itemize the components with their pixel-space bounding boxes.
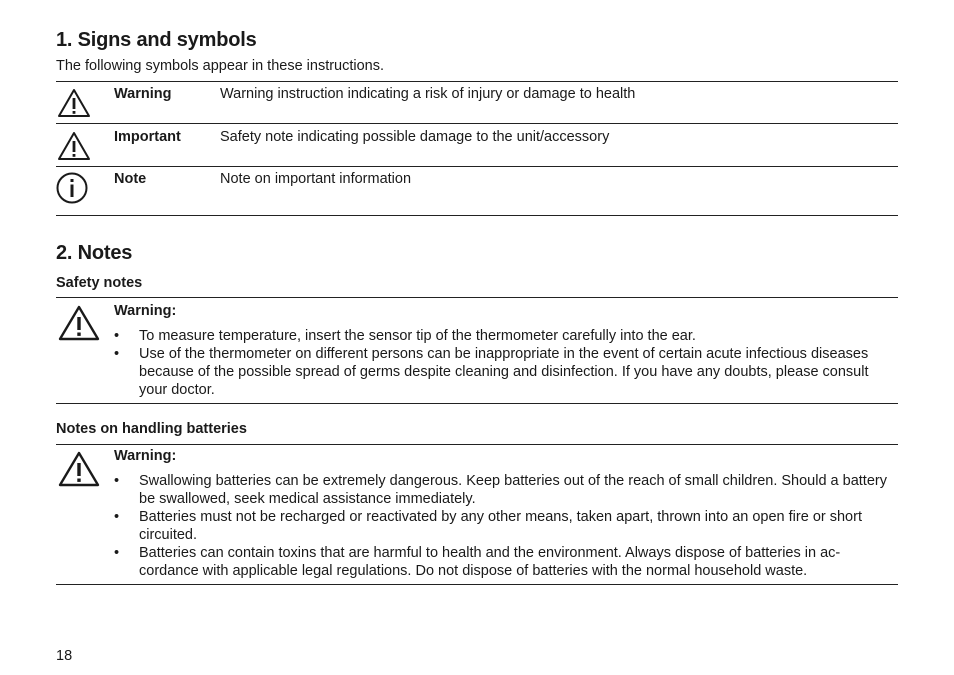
- list-item: • Batteries can contain toxins that are harmful to health and the environment. Always dispose of batteries in ac-cordance with applicable legal regulations. Do not dispose of batteries with the normal household waste.: [114, 545, 841, 579]
- divider: [56, 123, 898, 124]
- warning-triangle-icon: [57, 88, 91, 118]
- divider: [56, 444, 898, 445]
- warning-triangle-icon: [58, 305, 100, 341]
- symbol-desc-warning: Warning instruction indicating a risk of injury or damage to health: [220, 86, 636, 102]
- divider: [56, 81, 898, 82]
- warning-triangle-icon: [57, 131, 91, 161]
- list-item: • Batteries must not be recharged or reactivated by any other means, taken apart, thrown into an open fire or short circuited.: [114, 509, 862, 543]
- bullet: •: [114, 509, 120, 525]
- divider: [56, 297, 898, 298]
- symbol-term-important: Important: [114, 129, 181, 145]
- list-item: • Use of the thermometer on different persons can be inappropriate in the event of certain acute infectious diseases because of the possible spread of germs despite cleaning and disinfection. If you have any doubts, please consult your doctor.: [114, 346, 869, 398]
- list-item: • Swallowing batteries can be extremely dangerous. Keep batteries out of the reach of small children. Should a battery be swallowed, seek medical assistance immediately.: [114, 473, 887, 507]
- bullet: •: [114, 328, 120, 344]
- list-item: • To measure temperature, insert the sensor tip of the thermometer carefully into the ear.: [114, 328, 696, 344]
- subheading-safety-notes: Safety notes: [56, 275, 143, 291]
- warning-label: Warning:: [114, 448, 177, 464]
- symbol-term-warning: Warning: [114, 86, 172, 102]
- symbol-desc-important: Safety note indicating possible damage to the unit/accessory: [220, 129, 610, 145]
- divider: [56, 215, 898, 216]
- divider: [56, 403, 898, 404]
- section-title-signs-symbols: 1. Signs and symbols: [56, 29, 257, 51]
- battery-notes-list: [114, 472, 892, 580]
- bullet: •: [114, 545, 120, 561]
- symbol-desc-note: Note on important information: [220, 171, 412, 187]
- divider: [56, 584, 898, 585]
- bullet: •: [114, 346, 120, 362]
- info-circle-icon: [56, 172, 88, 204]
- section-intro: The following symbols appear in these instructions.: [56, 58, 385, 74]
- subheading-batteries: Notes on handling batteries: [56, 421, 247, 437]
- divider: [56, 166, 898, 167]
- section-title-notes: 2. Notes: [56, 242, 133, 264]
- safety-notes-list: [114, 327, 889, 399]
- page-number: 18: [56, 648, 73, 664]
- warning-triangle-icon: [58, 451, 100, 487]
- warning-label: Warning:: [114, 303, 177, 319]
- bullet: •: [114, 473, 120, 489]
- symbol-term-note: Note: [114, 171, 147, 187]
